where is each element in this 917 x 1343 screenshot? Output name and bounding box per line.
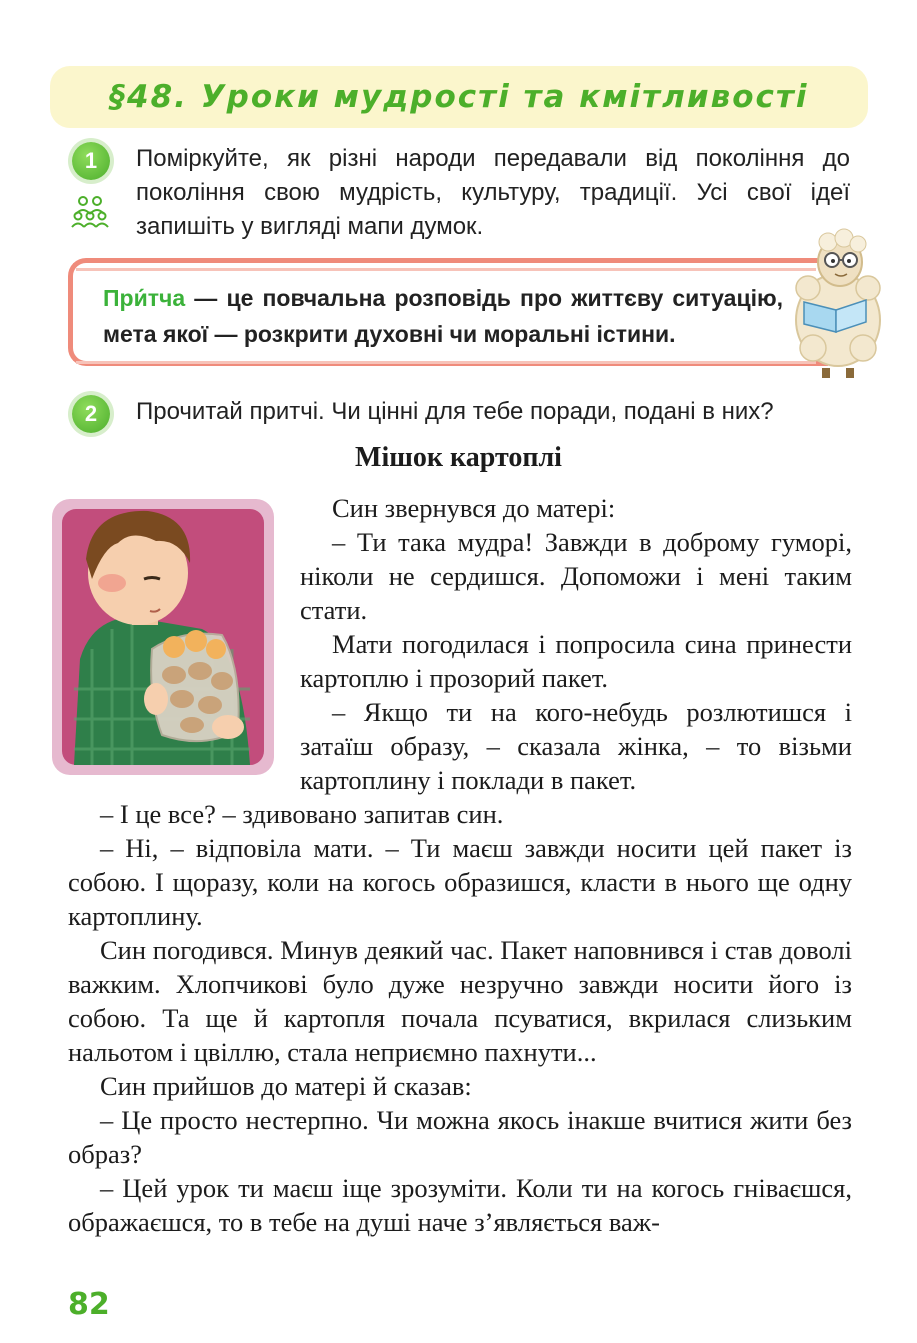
definition-term: При́тча — [103, 285, 186, 311]
sheep-reading-illustration — [788, 228, 888, 380]
task-1-text: Поміркуйте, як різні народи передавали від покоління до покоління свою мудрість, культуру, традиції. Усі свої ідеї запишіть у вигляді мапи думок. — [136, 145, 850, 240]
story-paragraph: Син звернувся до матері: — [332, 493, 616, 523]
definition — [103, 280, 783, 352]
story-paragraph: – Ні, – відповіла мати. – Ти маєш завжди носити цей пакет із собою. І щоразу, коли на когось образишся, класти в нього ще одну картоплину. — [68, 833, 852, 931]
section-title-band — [50, 66, 868, 128]
story-paragraph: – Цей урок ти маєш іще зрозуміти. Коли ти на когось гніваєшся, ображаєшся, то в тебе на душі наче з’являється важ- — [68, 1173, 852, 1237]
boy-with-potatoes-illustration — [52, 499, 274, 775]
task-2-text: Прочитай притчі. Чи цінні для тебе поради, подані в них? — [136, 398, 774, 425]
story-paragraph: – І це все? – здивовано запитав син. — [100, 799, 504, 829]
story-paragraph: Син погодився. Минув деякий час. Пакет наповнився і став доволі важким. Хлопчикові було дуже незручно завжди носити його із собою. Та ще й картопля почала псуватися, вкрилася слизьким нальотом і цвіллю, стала неприємно пахнути... — [68, 935, 852, 1067]
group-work-icon — [70, 194, 110, 228]
sheep-icon — [796, 229, 880, 378]
story-paragraph: Мати погодилася і попросила сина принести картоплю і прозорий пакет. — [300, 629, 852, 693]
task-number-badge: 1 — [72, 142, 110, 180]
story-title: Мішок картоплі — [355, 442, 562, 473]
page-number: 82 — [68, 1287, 110, 1322]
section-title: §48. Уроки мудрості та кмітливості — [109, 79, 809, 115]
story-text-full-width — [68, 797, 852, 1239]
task-number-badge: 2 — [72, 395, 110, 433]
story-text-beside-image — [300, 491, 852, 797]
story-paragraph: – Якщо ти на кого-небудь розлютишся і затаїш образу, – сказала жінка, – то візьми картоплину і поклади в пакет. — [300, 697, 852, 795]
story-paragraph: – Ти така мудра! Завжди в доброму гуморі, ніколи не сердишся. Допоможи і мені таким стати. — [300, 527, 852, 625]
definition-body: — це повчальна розповідь про життєву ситуацію, мета якої — розкрити духовні чи моральні істини. — [103, 285, 783, 347]
story-paragraph: – Це просто нестерпно. Чи можна якось інакше вчитися жити без образ? — [68, 1105, 852, 1169]
story-paragraph: Син прийшов до матері й сказав: — [100, 1071, 472, 1101]
